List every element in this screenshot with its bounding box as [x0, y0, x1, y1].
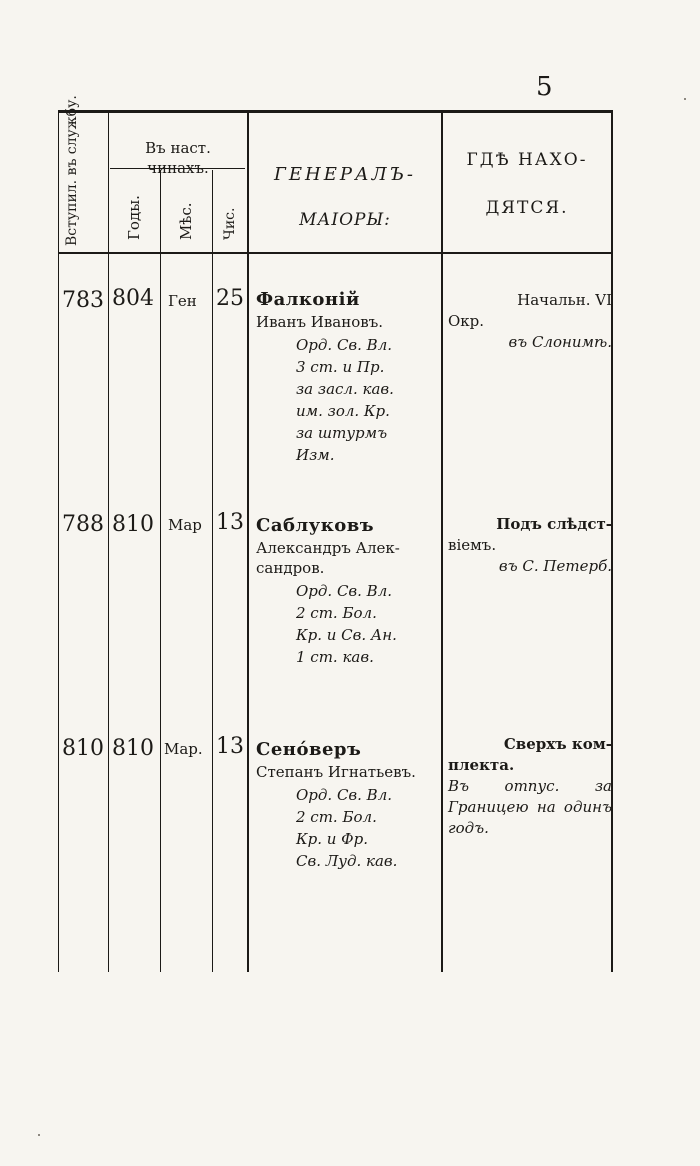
col-rule-4	[212, 170, 213, 972]
row3-award-line: Орд. Св. Вл.	[296, 786, 393, 804]
col-rule-5	[247, 112, 249, 972]
row2-award-line: Орд. Св. Вл.	[296, 582, 393, 600]
row1-award-line: им. зол. Кр.	[296, 402, 390, 420]
header-days	[222, 208, 239, 240]
row2-name-block	[256, 514, 440, 668]
row1-award-line: Орд. Св. Вл.	[296, 336, 393, 354]
row2-award-line: Кр. и Св. Ан.	[296, 626, 397, 644]
row3-day: 13	[216, 734, 244, 759]
row3-name-block	[256, 738, 440, 872]
row2-award-line: 2 ст. Бол.	[296, 604, 377, 622]
row3-entered: 810	[62, 736, 104, 761]
header-where-line1: ГДѢ НАХО-	[466, 150, 588, 170]
row2-surname: Саблуковъ	[256, 515, 375, 536]
row1-status-line: Начальн. VI	[517, 291, 612, 309]
row1-award-line: Изм.	[296, 446, 335, 464]
header-current-rank-text: Въ наст. чинахъ.	[145, 139, 211, 177]
scan-speck	[684, 98, 686, 100]
header-days-text: Чис.	[222, 207, 238, 240]
row2-entered: 788	[62, 512, 104, 537]
header-generals-line2: МАІОРЫ:	[299, 210, 391, 230]
row2-award-line: 1 ст. кав.	[296, 648, 374, 666]
row3-place-block	[448, 734, 612, 839]
row3-month: Мар.	[164, 740, 203, 758]
row1-awards	[296, 334, 440, 466]
row1-location: въ Слонимѣ.	[508, 333, 612, 351]
page-number: 5	[536, 72, 553, 102]
row1-given: Иванъ Ивановъ.	[256, 313, 384, 331]
row2-day: 13	[216, 510, 244, 535]
row1-year: 804	[112, 286, 154, 311]
row1-award-line: 3 ст. и Пр.	[296, 358, 385, 376]
top-rule	[58, 110, 612, 113]
row1-month: Ген	[168, 292, 197, 310]
header-months	[178, 202, 195, 240]
row1-entered: 783	[62, 288, 104, 313]
scan-speck	[38, 1134, 40, 1136]
row3-award-line: Св. Луд. кав.	[296, 852, 398, 870]
row1-surname: Фалконій	[256, 289, 360, 310]
row3-location: Въ отпус. за Границею на одинъ годъ.	[448, 777, 612, 837]
col-rule-2	[108, 112, 109, 972]
row2-place-block	[448, 514, 612, 577]
col-rule-1	[58, 110, 59, 972]
header-entered-service	[64, 95, 81, 246]
header-current-rank	[112, 118, 244, 178]
header-generals-line1: ГЕНЕРАЛЪ-	[273, 164, 417, 185]
header-bottom-rule	[58, 252, 612, 254]
row3-status-line: плекта.	[448, 756, 515, 774]
row1-name-block	[256, 288, 440, 466]
header-entered-service-text: Вступил. въ службу.	[64, 95, 80, 246]
row2-status-line: віемъ.	[448, 536, 497, 554]
header-where-line2: ДЯТСЯ.	[485, 198, 569, 218]
row3-awards	[296, 784, 440, 872]
row2-given: Александръ Алек-сандров.	[256, 539, 400, 577]
row2-location: въ С. Петерб.	[498, 557, 612, 575]
row3-award-line: 2 ст. Бол.	[296, 808, 377, 826]
row2-year: 810	[112, 512, 154, 537]
row3-award-line: Кр. и Фр.	[296, 830, 368, 848]
header-months-text: Мѣс.	[177, 202, 195, 240]
row3-year: 810	[112, 736, 154, 761]
row1-status-line: Окр.	[448, 312, 485, 330]
row3-given: Степанъ Игнатьевъ.	[256, 763, 416, 781]
row3-surname: Сено́веръ	[256, 739, 362, 760]
row1-award-line: за штурмъ	[296, 424, 388, 442]
row2-awards	[296, 580, 440, 668]
col-rule-6	[441, 112, 443, 972]
row2-month: Мар	[168, 516, 202, 534]
header-years	[126, 195, 143, 240]
col-rule-3	[160, 170, 161, 972]
row3-status-line: Сверхъ ком-	[503, 735, 612, 753]
row1-place-block	[448, 290, 612, 353]
row1-award-line: за засл. кав.	[296, 380, 394, 398]
row1-day: 25	[216, 286, 244, 311]
header-years-text: Годы.	[125, 195, 143, 240]
row2-status-line: Подъ слѣдст-	[496, 515, 612, 533]
